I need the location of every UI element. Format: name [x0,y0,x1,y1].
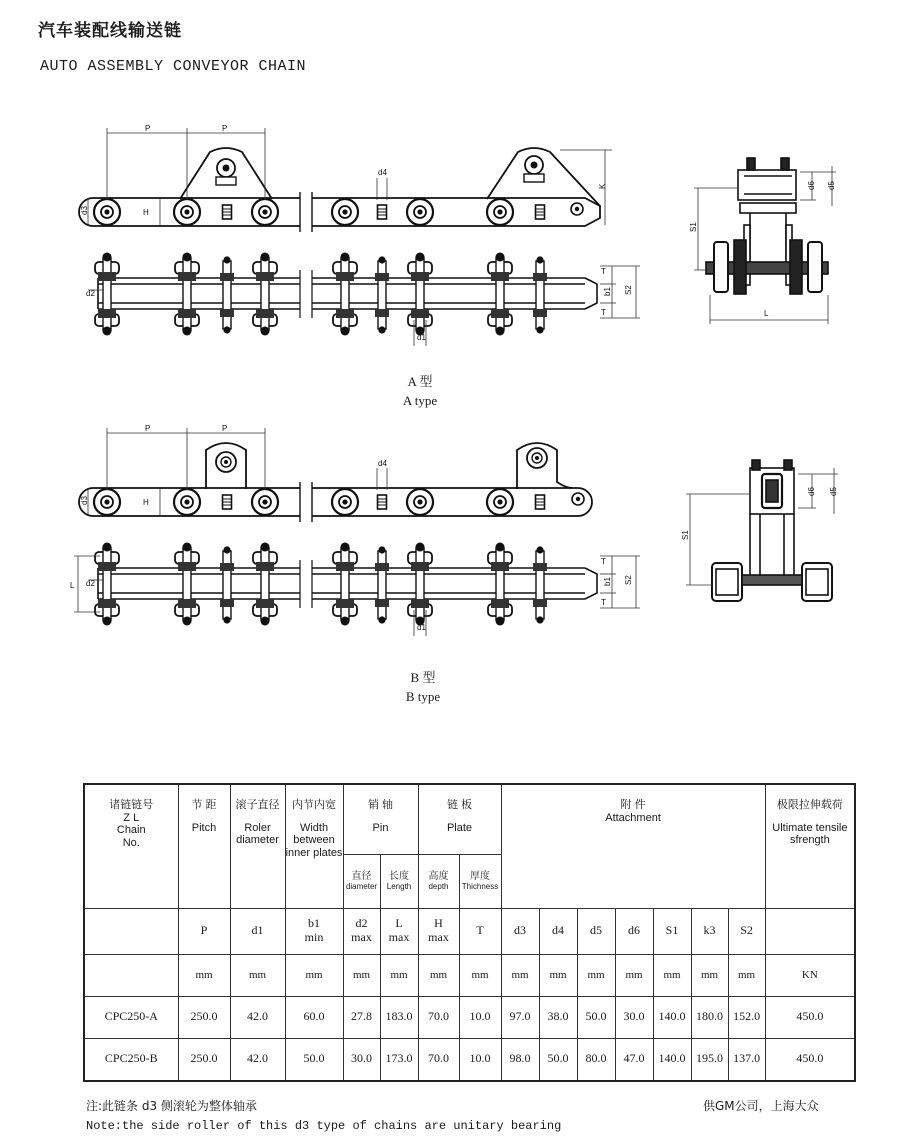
unit-cell: mm [653,954,691,996]
svg-text:L: L [764,309,769,318]
svg-text:T: T [601,267,606,276]
chain-no-cell: CPC250-B [84,1038,178,1081]
symbol-cell: k3 [691,908,728,954]
value-cell: 152.0 [728,996,765,1038]
b-type-caption-cn: B 型 [410,670,436,685]
symbol-cell: b1 min [285,908,343,954]
svg-text:S1: S1 [689,222,698,232]
unit-cell: mm [501,954,539,996]
svg-text:d5: d5 [829,487,838,496]
symbol-cell: P [178,908,230,954]
value-cell: 50.0 [577,996,615,1038]
col-chain-no: 诸链链号 Z L Chain No. [84,784,178,908]
value-cell: 47.0 [615,1038,653,1081]
symbol-cell: d3 [501,908,539,954]
value-cell: 70.0 [418,996,459,1038]
subcol-pin-diameter: 直径 diameter [343,854,380,908]
footnote-chinese: 注:此链条 d3 侧滚轮为整体轴承 [86,1099,257,1113]
value-cell: 183.0 [380,996,418,1038]
supply-note: 供GM公司，上海大众 [703,1099,819,1113]
unit-cell: mm [230,954,285,996]
col-plate: 链 板 Plate [418,784,501,854]
svg-text:T: T [601,557,606,566]
col-width-inner-plates: 内节内宽 Width between inner plates [285,784,343,908]
value-cell: 250.0 [178,1038,230,1081]
a-type-caption-en: A type [402,393,438,408]
unit-cell: mm [178,954,230,996]
value-cell: 80.0 [577,1038,615,1081]
svg-text:S2: S2 [624,285,633,295]
value-cell: 50.0 [539,1038,577,1081]
unit-cell: mm [691,954,728,996]
svg-text:d1: d1 [417,333,426,342]
chain-no-cell: CPC250-A [84,996,178,1038]
subcol-plate-thickness: 厚度 Thichness [459,854,501,908]
svg-text:L: L [70,581,75,590]
value-cell: 137.0 [728,1038,765,1081]
value-cell: 195.0 [691,1038,728,1081]
symbol-cell: L max [380,908,418,954]
unit-cell: mm [539,954,577,996]
svg-text:d1: d1 [417,623,426,632]
footnote-english: Note:the side roller of this d3 type of chains are unitary bearing [86,1119,562,1133]
title-english: AUTO ASSEMBLY CONVEYOR CHAIN [40,58,307,75]
value-cell: 250.0 [178,996,230,1038]
symbol-cell: S2 [728,908,765,954]
svg-text:b1: b1 [603,577,612,586]
svg-text:d3: d3 [80,206,89,215]
svg-text:d4: d4 [378,459,387,468]
col-attachment: 附 件 Attachment [501,784,765,908]
unit-cell: mm [418,954,459,996]
table-row [84,1038,855,1081]
value-cell: 10.0 [459,1038,501,1081]
unit-cell: mm [577,954,615,996]
value-cell: 50.0 [285,1038,343,1081]
symbol-cell-empty [765,908,855,954]
tensile-cell: 450.0 [765,1038,855,1081]
value-cell: 180.0 [691,996,728,1038]
symbol-cell: S1 [653,908,691,954]
unit-cell: mm [459,954,501,996]
symbol-cell: H max [418,908,459,954]
value-cell: 30.0 [343,1038,380,1081]
symbol-cell-empty [84,908,178,954]
svg-text:d2: d2 [86,579,95,588]
value-cell: 173.0 [380,1038,418,1081]
svg-text:P: P [145,424,151,433]
svg-text:b1: b1 [603,287,612,296]
value-cell: 140.0 [653,1038,691,1081]
a-type-caption-cn: A 型 [407,374,433,389]
svg-text:d6: d6 [807,487,816,496]
value-cell: 60.0 [285,996,343,1038]
a-type-end-view [706,158,828,294]
symbol-row [84,908,855,954]
b-type-rollers [94,448,584,515]
unit-cell: mm [343,954,380,996]
title-chinese: 汽车装配线输送链 [38,21,182,41]
value-cell: 38.0 [539,996,577,1038]
value-cell: 98.0 [501,1038,539,1081]
col-pitch: 节 距 Pitch [178,784,230,908]
svg-text:d3: d3 [80,496,89,505]
value-cell: 70.0 [418,1038,459,1081]
svg-text:d5: d5 [827,181,836,190]
symbol-cell: d1 [230,908,285,954]
svg-text:P: P [222,424,228,433]
tensile-cell: 450.0 [765,996,855,1038]
a-type-top-pins [95,253,547,336]
svg-text:T: T [601,308,606,317]
unit-cell: mm [285,954,343,996]
svg-text:S2: S2 [624,575,633,585]
value-cell: 42.0 [230,1038,285,1081]
table-row [84,996,855,1038]
symbol-cell: d6 [615,908,653,954]
value-cell: 97.0 [501,996,539,1038]
value-cell: 30.0 [615,996,653,1038]
spec-table [83,783,856,1082]
svg-text:P: P [222,124,228,133]
value-cell: 140.0 [653,996,691,1038]
unit-cell-empty [84,954,178,996]
unit-cell: mm [380,954,418,996]
svg-text:S1: S1 [681,530,690,540]
svg-text:P: P [145,124,151,133]
unit-cell: mm [615,954,653,996]
b-type-caption-en: B type [405,689,441,704]
value-cell: 10.0 [459,996,501,1038]
b-type-top-pins [95,543,547,626]
svg-text:K: K [598,183,607,189]
col-tensile-strength: 极限拉伸载荷 Ultimate tensile sfrength [765,784,855,908]
subcol-pin-length: 长度 Length [380,854,418,908]
subcol-plate-depth: 高度 depth [418,854,459,908]
symbol-cell: T [459,908,501,954]
a-type-rollers [94,156,583,225]
value-cell: 27.8 [343,996,380,1038]
unit-row [84,954,855,996]
unit-cell-kn: KN [765,954,855,996]
svg-text:d6: d6 [807,181,816,190]
symbol-cell: d2 max [343,908,380,954]
symbol-cell: d4 [539,908,577,954]
col-roller-diameter: 滚子直径 Roler diameter [230,784,285,908]
svg-text:d4: d4 [378,168,387,177]
svg-text:T: T [601,598,606,607]
unit-cell: mm [728,954,765,996]
b-type-end-view [712,460,832,601]
value-cell: 42.0 [230,996,285,1038]
svg-text:H: H [143,208,149,217]
svg-text:d2: d2 [86,289,95,298]
svg-text:H: H [143,498,149,507]
symbol-cell: d5 [577,908,615,954]
col-pin: 销 轴 Pin [343,784,418,854]
